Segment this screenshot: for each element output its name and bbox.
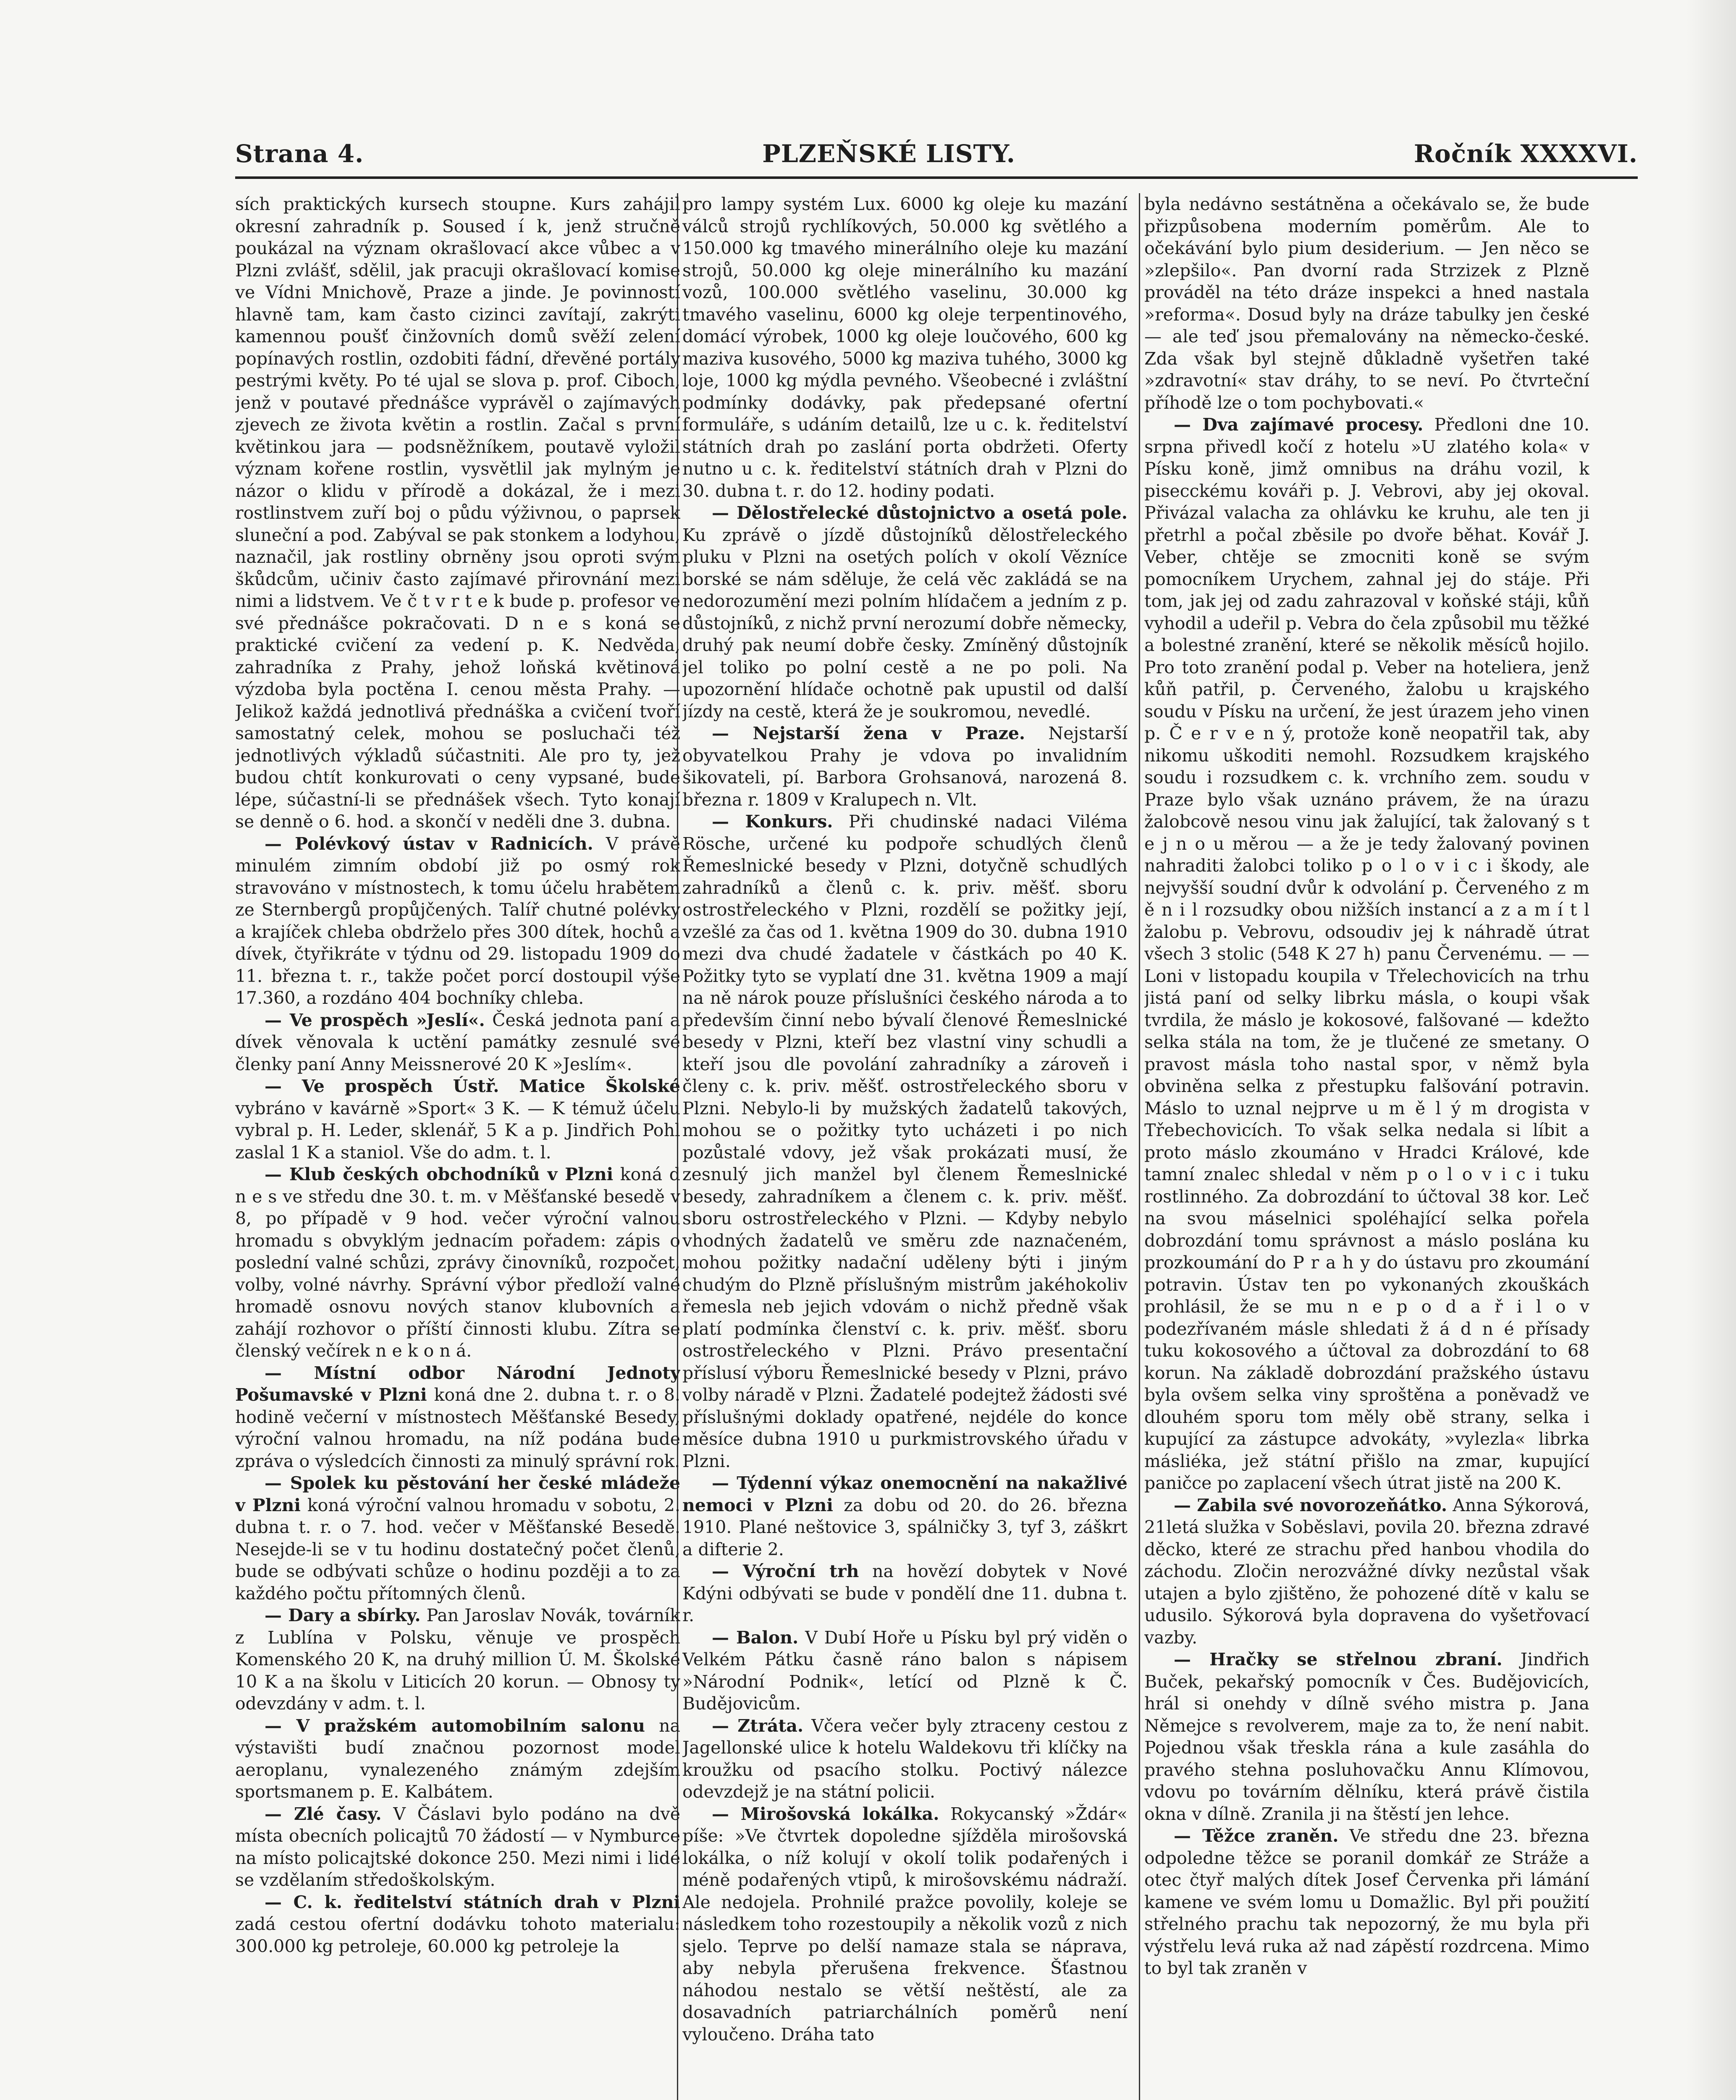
article-paragraph bbox=[235, 833, 680, 1009]
article-heading: — Ztráta. bbox=[712, 1715, 804, 1736]
article-text: V právě minulém zimním období již po osmý rok stravováno v místnostech, k tomu účelu hrabětem ze Sternbergů propůjčených. Talíř chutné polévky a krajíček chleba obdrželo přes 300 dítek, hochů a dívek, čtyřikráte v týdnu od 29. listopadu 1909 do 11. března t. r., takže počet porcí dostoupil výše 17.360, a rozdáno 404 bochníky chleba. bbox=[235, 833, 680, 1008]
article-text: koná dne 2. dubna t. r. o 8. hodině večerní v místnostech Měšťanské Besedy, výroční valnou hromadu, na níž podána bude zpráva o výsledcích činnosti za minulý správní rok. bbox=[235, 1385, 680, 1471]
article-paragraph bbox=[235, 1803, 680, 1891]
article-text: Česká jednota paní a dívek věnovala k uctění památky zesnulé své členky paní Anny Meissnerové 20 K »Jeslím«. bbox=[235, 1010, 680, 1074]
article-heading: — Těžce zraněn. bbox=[1174, 1826, 1339, 1846]
article-paragraph bbox=[682, 722, 1128, 811]
article-paragraph bbox=[1144, 1494, 1589, 1649]
article-text: Včera večer byly ztraceny cestou z Jagellonské ulice k hotelu Waldekovu tři klíčky na kroužku od psacího stolku. Poctivý nálezce odevzdejž je na státní policii. bbox=[682, 1715, 1128, 1802]
article-heading: — Týdenní výkaz onemocnění na nakažlivé nemoci v Plzni bbox=[682, 1473, 1128, 1515]
article-heading: — Spolek ku pěstování her české mládeže v Plzni bbox=[235, 1473, 680, 1515]
article-paragraph bbox=[235, 1715, 680, 1803]
article-heading: — Klub českých obchodníků v Plzni bbox=[265, 1164, 614, 1184]
page-edge-shadow bbox=[1686, 0, 1736, 2100]
article-text: koná výroční valnou hromadu v sobotu, 2. dubna t. r. o 7. hod. večer v Měšťanské Besedě. Nesejde-li se v tu hodinu dostatečný počet členů, bude se odbývati schůze o hodinu později a to za každého počtu přítomných členů. bbox=[235, 1495, 680, 1604]
article-heading: — Balon. bbox=[712, 1627, 799, 1648]
article-text: na hovězí dobytek v Nové Kdýni odbývati se bude v pondělí dne 11. dubna t. r. bbox=[682, 1561, 1128, 1625]
article-heading: — Hračky se střelnou zbraní. bbox=[1174, 1649, 1503, 1670]
article-heading: — C. k. ředitelství státních drah v Plzni bbox=[265, 1892, 680, 1912]
article-text: koná d n e s ve středu dne 30. t. m. v Měšťanské besedě v 8, po případě v 9 hod. večer výroční valnou hromadu s obvyklým jednacím pořadem: zápis o poslední valné schůzi, zprávy činovníků, rozpočet, volby, volné návrhy. Správní výbor předloží valné hromadě osnovu nových stanov klubovních a zahájí rozhovor o příští činnosti klubu. Zítra se členský večírek n e k o n á. bbox=[235, 1164, 680, 1361]
article-text: Ku zprávě o jízdě důstojníků dělostřeleckého pluku v Plzni na osetých polích v okolí Vězníce borské se nám sděluje, že celá věc zakládá se na nedorozumění mezi polním hlídačem a jedním z p. důstojníků, z nichž první nerozumí dobře německy, druhý pak neumí dobře česky. Zmíněný důstojník jel toliko po polní cestě a ne po poli. Na upozornění hlídače ochotně pak upustil od další jízdy na cestě, která že je soukromou, nevedlé. bbox=[682, 525, 1128, 722]
article-text: pro lampy systém Lux. 6000 kg oleje ku mazání válců strojů rychlíkových, 50.000 kg světlého a 150.000 kg tmavého minerálního oleje ku mazání strojů, 50.000 kg oleje minerálního ku mazání vozů, 100.000 světlého vaselinu, 30.000 kg tmavého vaselinu, 6000 kg oleje terpentinového, domácí výrobek, 1000 kg oleje loučového, 600 kg maziva kusového, 5000 kg maziva tuhého, 3000 kg loje, 1000 kg mýdla pevného. Všeobecné i zvláštní podmínky dodávky, pak předepsané ofertní formuláře, s udáním detailů, lze u c. k. ředitelství státních drah po zaslání porta obdržeti. Oferty nutno u c. k. ředitelství státních drah v Plzni do 30. dubna t. r. do 12. hodiny podati. bbox=[682, 194, 1128, 501]
article-paragraph bbox=[235, 1009, 680, 1076]
article-paragraph bbox=[682, 1472, 1128, 1560]
article-paragraph bbox=[1144, 414, 1589, 1494]
article-heading: — V pražském automobilním salonu bbox=[265, 1715, 645, 1736]
article-text: Pan Jaroslav Novák, továrník z Lublína v Polsku, věnuje ve prospěch Komenského 20 K, na druhý million Ú. M. Školské 10 K a na školu v Liticích 20 korun. — Obnosy ty odevzdány v adm. t. l. bbox=[235, 1605, 680, 1714]
article-text: V Dubí Hoře u Písku byl prý viděn o Velkém Pátku časně ráno balon s nápisem »Národní Podnik«, letící od Plzně k Č. Budějovicům. bbox=[682, 1627, 1128, 1714]
article-paragraph bbox=[1144, 1648, 1589, 1825]
page-number: Strana 4. bbox=[235, 139, 364, 168]
article-text: V Čáslavi bylo podáno na dvě místa obecních policajtů 70 žádostí — v Nymburce na místo policajtské dokonce 250. Mezi nimi i lidé se vzdělaním středoškolským. bbox=[235, 1803, 680, 1890]
article-text: Předloni dne 10. srpna přivedl kočí z hotelu »U zlatého kola« v Písku koně, jimž omnibus na dráhu vozil, k pisecckému kováři p. J. Vebrovi, aby jej okoval. Přivázal valacha za ohlávku ke kruhu, ale ten ji přetrhl a počal zběsile po dvoře běhat. Kovář J. Veber, chtěje se zmocniti koně se svým pomocníkem Urychem, zahnal jej do stáje. Při tom, jak jej od zadu zahrazoval v koňské stáji, kůň vyhodil a udeřil p. Vebra do čela způsobil mu těžké a bolestné zranění, které se několik měsíců hojilo. Pro toto zranění podal p. Veber na hoteliera, jenž kůň patřil, p. Červeného, žalobu u krajského soudu v Písku na určení, že jest úrazem jeho vinen p. Č e r v e n ý, protože koně neopatřil tak, aby nikomu uškoditi nemohl. Rozsudkem krajského soudu i rozsudkem c. k. vrchního zem. soudu v Praze bylo však uznáno právem, že na úrazu žalobcově nesou vinu jak žalující, tak žalovaný s t e j n o u měrou — a že je tedy žalovaný povinen nahraditi žalobci toliko p o l o v i c i škody, ale nejvyšší soudní dvůr k odvolání p. Červeného z m ě n i l rozsudky obou nižších instancí a z a m í t l žalobu p. Vebrovu, odsoudiv jej k náhradě útrat všech 3 stolic (548 K 27 h) panu Červenému. — — Loni v listopadu koupila v Třelechovicích na trhu jistá paní od selky librku másla, o koupi však tvrdila, že máslo je kokosové, falšované — kdežto selka stála na tom, že je tlučené ze smetany. O pravost másla toho nastal spor, v němž byla obviněna selka z přestupku falšování potravin. Máslo to uznal nejprve u m ě l ý m drogista v Třebechovicích. To však selka nedala si líbit a proto máslo zkoumáno v Hradci Králové, kde tamní znalec shledal v něm p o l o v i c i tuku rostlinného. Za dobrozdání to účtoval 38 kor. Leč na svou máselnici spoléhající selka pořela dobrozdání tomu správnost a máslo poslána ku prozkoumání do P r a h y do ústavu pro zkoumání potravin. Ústav ten po vykonaných zkouškách prohlásil, že se mu n e p o d a ř i l o v podezřívaném másle shledati ž á d n é přísady tuku kokosového a účtoval za dobrozdání to 68 korun. Na základě dobrozdání pražského ústavu byla ovšem selka viny sproštěna a poněvadž ve dlouhém sporu tom měly obě strany, selka i kupující za zástupce advokáty, »vylezla« librka másliéka, jež státní přišlo na zmar, kupující paničce po zaplacení všech útrat jistě na 200 K. bbox=[1144, 415, 1589, 1493]
article-paragraph bbox=[235, 1163, 680, 1362]
article-heading: — Nejstarší žena v Praze. bbox=[712, 723, 1025, 743]
article-text: zadá cestou ofertní dodávku tohoto materialu: 300.000 kg petroleje, 60.000 kg petroleje la bbox=[235, 1914, 680, 1956]
article-text: Rokycanský »Ždár« píše: »Ve čtvrtek dopoledne sjížděla mirošovská lokálka, o níž kolují v okolí tolik podařených i méně podařených vtipů, k mirošovskému nádraží. Ale nedojela. Prohnilé pražce povolily, koleje se následkem toho rozestoupily a několik vozů z nich sjelo. Teprve po delší namaze stala se náprava, aby nebyla přerušena frekvence. Šťastnou náhodou nestalo se větší neštěstí, ale za dosavadních patriarchálních poměrů není vyloučeno. Dráha tato bbox=[682, 1803, 1128, 2045]
article-paragraph bbox=[235, 1604, 680, 1715]
column-2 bbox=[682, 193, 1128, 2100]
article-text: na výstavišti budí značnou pozornost model aeroplanu, vynalezeného známým zdejším sportsmanem p. E. Kalbátem. bbox=[235, 1715, 680, 1802]
article-paragraph bbox=[682, 193, 1128, 502]
article-paragraph bbox=[682, 1560, 1128, 1627]
article-paragraph bbox=[235, 1891, 680, 1958]
column-divider bbox=[1139, 193, 1140, 2100]
article-heading: — Výroční trh bbox=[712, 1561, 859, 1581]
article-text: Jindřich Buček, pekařský pomocník v Čes. Budějovicích, hrál si onehdy v dílně svého mistra p. Jana Němejce s revolverem, maje za to, že není nabit. Pojednou však třeskla rána a kule zasáhla do pravého stehna posluhovačku Annu Klímovou, vdovu po továrním dělníku, která právě čistila okna v dílně. Zranila ji na štěstí jen lehce. bbox=[1144, 1649, 1589, 1824]
header-rule bbox=[235, 176, 1638, 179]
article-paragraph bbox=[235, 1472, 680, 1604]
article-heading: — Ve prospěch Ústř. Matice Školské bbox=[265, 1076, 680, 1096]
column-3 bbox=[1144, 193, 1589, 2100]
volume-number: Ročník XXXXVI. bbox=[1413, 139, 1638, 168]
article-text: Nejstarší obyvatelkou Prahy je vdova po invalidním šikovateli, pí. Barbora Grohsanová, narozená 8. března r. 1809 v Kralupech n. Vlt. bbox=[682, 723, 1128, 810]
article-heading: — Místní odbor Národní Jednoty Pošumavské v Plzni bbox=[235, 1362, 680, 1405]
article-paragraph bbox=[235, 1075, 680, 1163]
article-paragraph bbox=[682, 502, 1128, 722]
article-paragraph bbox=[1144, 1825, 1589, 1979]
article-heading: — Polévkový ústav v Radnicích. bbox=[265, 833, 593, 854]
article-text: vybráno v kavárně »Sport« 3 K. — K témuž účelu vybral p. H. Leder, sklenář, 5 K a p. Jindřich Pohl zaslal 1 K a staniol. Vše do adm. t. l. bbox=[235, 1098, 680, 1163]
article-text: Při chudinské nadaci Viléma Rösche, určené ku podpoře schudlých členů Řemeslnické besedy v Plzni, dotyčně schudlých zahradníků a členů c. k. priv. měšť. sboru ostrostřeleckého v Plzni, rozdělí se požitky její, vzešlé za čas od 1. května 1909 do 30. dubna 1910 mezi dva chudé žadatele v částkách po 40 K. Požitky tyto se vyplatí dne 31. května 1909 a mají na ně nárok pouze příslušníci českého národa a to především činní nebo bývalí členové Řemeslnické besedy v Plzni, kteří bez vlastní viny schudli a kteří jsou dle povolání zahradníky a zároveň i členy c. k. priv. měšť. ostrostřeleckého sboru v Plzni. Nebylo-li by mužských žadatelů takových, mohou se o požitky tyto ucházeti i po nich pozůstalé vdovy, jež však prokázati musí, že zesnulý jich manžel byl členem Řemeslnické besedy, zahradníkem a členem c. k. priv. měšť. sboru ostrostřeleckého v Plzni. — Kdyby nebylo vhodných žadatelů ve směru zde naznačeném, mohou požitky nadační uděleny býti i jiným chudým do Plzně příslušným mistrům jakéhokoliv řemesla neb jejich vdovám o nichž předně však platí podmínka členství c. k. priv. měšť. sboru ostrostřeleckého v Plzni. Právo presentační příslusí výboru Řemeslnické besedy v Plzni, právo volby náradě v Plzni. Žadatelé podejtež žádosti své příslušnými doklady opatřené, nejdéle do konce měsíce dubna 1910 u purkmistrovského úřadu v Plzni. bbox=[682, 811, 1128, 1471]
article-text: Ve středu dne 23. března odpoledne těžce se poranil domkář ze Stráže a otec čtyř malých dítek Josef Červenka při lámání kamene ve svém lomu u Domažlic. Byl při použití střelného prachu tak nepozorný, že mu byla při výstřelu levá ruka až nad zápěstí rozdrcena. Mimo to byl tak zraněn v bbox=[1144, 1826, 1589, 1978]
article-heading: — Ve prospěch »Jeslí«. bbox=[265, 1010, 485, 1030]
article-paragraph bbox=[235, 1362, 680, 1473]
article-text: Anna Sýkorová, 21letá služka v Soběslavi, povila 20. března zdravé děcko, které ze strachu před hanbou vhodila do záchodu. Zločin nerozvážné dívky nezůstal však utajen a bylo zjištěno, že pohozené dítě v kalu se udusilo. Sýkorová byla dopravena do vyšetřovací vazby. bbox=[1144, 1495, 1589, 1648]
article-paragraph bbox=[682, 1715, 1128, 1803]
article-paragraph bbox=[1144, 193, 1589, 414]
article-paragraph bbox=[682, 1803, 1128, 2046]
article-text: byla nedávno sestátněna a očekávalo se, že bude přizpůsobena moderním poměrům. Ale to očekávání bylo pium desiderium. — Jen něco se »zlepšilo«. Pan dvorní rada Strzizek z Plzně prováděl na této dráze inspekci a hned nastala »reforma«. Dosud byly na dráze tabulky jen české — ale teď jsou přemalovány na německo-české. Zda však byl stejně důkladně vyšetřen také »zdravotní« stav dráhy, to se neví. Po čtvrteční příhodě lze o tom pochybovati.« bbox=[1144, 194, 1589, 413]
column-1 bbox=[235, 193, 680, 2100]
article-paragraph bbox=[682, 811, 1128, 1472]
article-heading: — Dva zajímavé procesy. bbox=[1174, 415, 1424, 435]
article-heading: — Zlé časy. bbox=[265, 1803, 382, 1824]
article-heading: — Dary a sbírky. bbox=[265, 1605, 421, 1625]
page-header bbox=[235, 134, 1638, 168]
article-heading: — Dělostřelecké důstojnictvo a osetá pole. bbox=[712, 503, 1128, 523]
article-paragraph bbox=[235, 193, 680, 833]
article-text: sích praktických kursech stoupne. Kurs zahájil okresní zahradník p. Soused í k, jenž stručně poukázal na význam okrašlovací akce vůbec a v Plzni zvlášť, sdělil, jak pracuji okrašlovací komise ve Vídni Mnichově, Praze a jinde. Je povinností hlavně tam, kam často cizinci zavítají, zakrýti kamennou poušť činžovních domů svěží zelení popínavých rostlin, ozdobiti fádní, dřevěné portály pestrými květy. Po té ujal se slova p. prof. Ciboch, jenž v poutavé přednášce vyprávěl o zajímavých zjevech ze života květin a rostlin. Začal s první květinkou jara — podsněžníkem, poutavě vyložil význam kořene rostlin, vysvětlil jak mylným je názor o klidu v přírodě a dokázal, že i mezi rostlinstvem zuří boj o půdu výživnou, o paprsek sluneční a pod. Zabýval se pak stonkem a lodyhou, naznačil, jak rostliny obrněny jsou oproti svým škůdcům, učiniv často zajímavé přirovnání mezi nimi a lidstvem. Ve č t v r t e k bude p. profesor ve své přednášce pokračovati. D n e s koná se praktické cvičení za vedení p. K. Nedvěda, zahradníka z Prahy, jehož loňská květinová výzdoba byla poctěna I. cenou města Prahy. — Jelikož každá jednotlivá přednáška a cvičení tvoří samostatný celek, mohou se posluchači též jednotlivých výkladů súčastniti. Ale pro ty, jež budou chtít konkurovati o ceny vypsané, bude lépe, súčastní-li se přednášek všech. Tyto konají se denně o 6. hod. a skončí v neděli dne 3. dubna. bbox=[235, 194, 680, 832]
article-paragraph bbox=[682, 1627, 1128, 1715]
masthead-title: PLZEŇSKÉ LISTY. bbox=[762, 139, 1015, 168]
article-heading: — Konkurs. bbox=[712, 811, 833, 832]
article-heading: — Zabila své novorozeňátko. bbox=[1174, 1495, 1448, 1515]
article-heading: — Mirošovská lokálka. bbox=[712, 1803, 939, 1824]
article-text: za dobu od 20. do 26. března 1910. Plané neštovice 3, spálničky 3, tyf 3, záškrt a difterie 2. bbox=[682, 1495, 1128, 1559]
